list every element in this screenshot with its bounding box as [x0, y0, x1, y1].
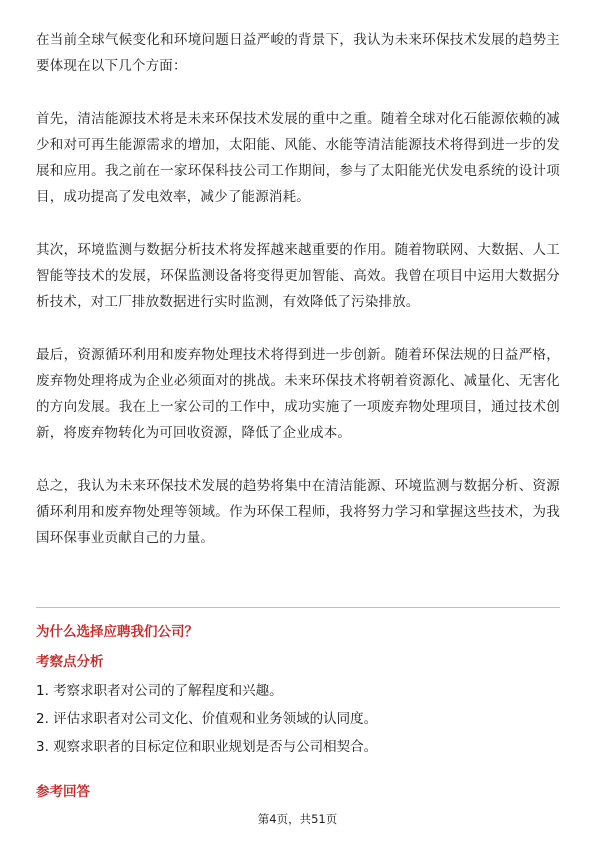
analysis-point: 2. 评估求职者对公司文化、价值观和业务领域的认同度。: [36, 711, 378, 727]
intro-paragraph: 在当前全球气候变化和环境问题日益严峻的背景下，我认为未来环保技术发展的趋势主要体现在以下几个方面：: [36, 32, 560, 74]
analysis-point: 3. 观察求职者的目标定位和职业规划是否与公司相契合。: [36, 739, 378, 755]
conclusion-paragraph: 总之，我认为未来环保技术发展的趋势将集中在清洁能源、环境监测与数据分析、资源循环利用和废弃物处理等领域。作为环保工程师，我将努力学习和掌握这些技术，为我国环保事业贡献自己的力量。: [36, 478, 560, 546]
analysis-heading: 考察点分析: [36, 654, 104, 670]
page-number: 第4页，共51页: [257, 812, 338, 826]
analysis-point: 1. 考察求职者对公司的了解程度和兴趣。: [36, 683, 283, 699]
recycling-paragraph: 最后，资源循环利用和废弃物处理技术将得到进一步创新。随着环保法规的日益严格，废弃物处理将成为企业必须面对的挑战。未来环保技术将朝着资源化、减量化、无害化的方向发展。我在上一家公司的工作中，成功实施了一项废弃物处理项目，通过技术创新，将废弃物转化为可回收资源，降低了企业成本。: [36, 347, 560, 441]
question-title: 为什么选择应聘我们公司？: [36, 624, 198, 640]
section-divider: [36, 607, 560, 608]
answer-heading: 参考回答: [36, 784, 90, 800]
clean-energy-paragraph: 首先，清洁能源技术将是未来环保技术发展的重中之重。随着全球对化石能源依赖的减少和对可再生能源需求的增加，太阳能、风能、水能等清洁能源技术将得到进一步的发展和应用。我之前在一家环保科技公司工作期间，参与了太阳能光伏发电系统的设计项目，成功提高了发电效率，减少了能源消耗。: [36, 111, 560, 205]
answer-body: [36, 27, 560, 578]
question-section: [36, 619, 560, 807]
monitoring-paragraph: 其次，环境监测与数据分析技术将发挥越来越重要的作用。随着物联网、大数据、人工智能等技术的发展，环保监测设备将变得更加智能、高效。我曾在项目中运用大数据分析技术，对工厂排放数据进行实时监测，有效降低了污染排放。: [36, 242, 560, 310]
analysis-points: [36, 677, 560, 761]
